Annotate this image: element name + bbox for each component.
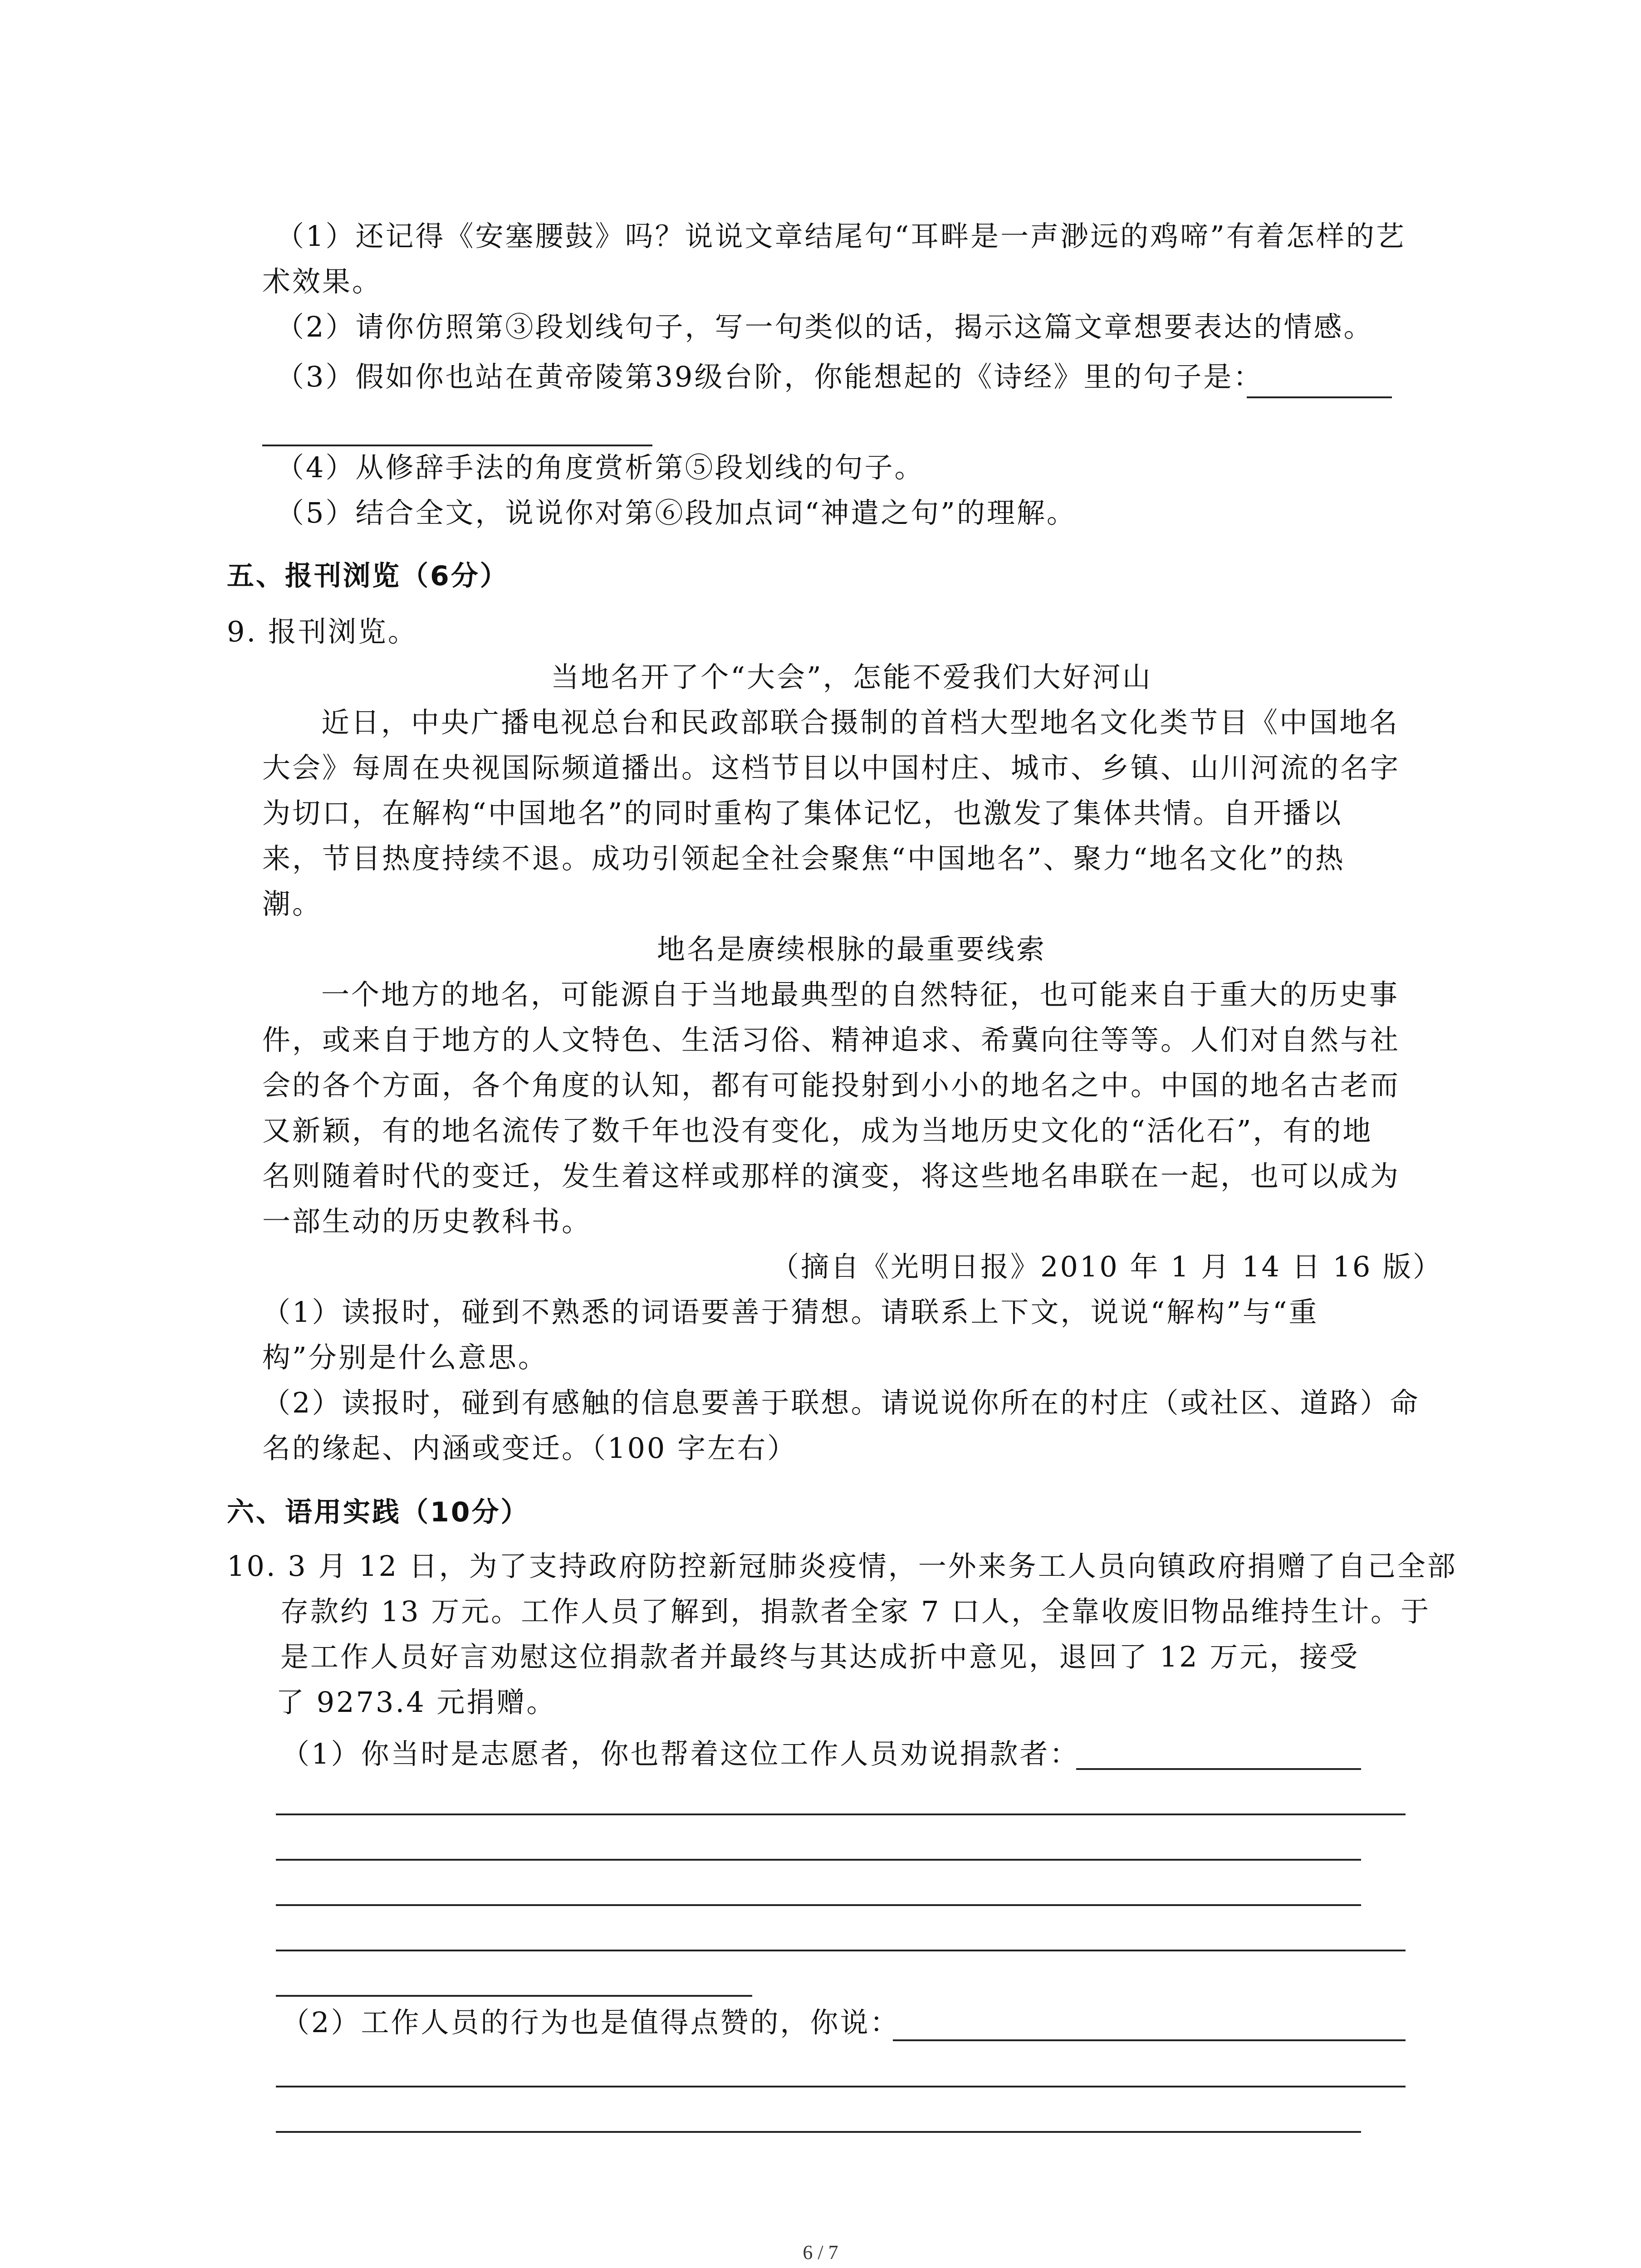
question-8-1-line2: 术效果。 — [262, 265, 382, 298]
answer-line-10-1c[interactable] — [276, 1859, 1361, 1861]
section-6-heading: 六、语用实践（10分） — [227, 1496, 530, 1528]
answer-line-8-3b[interactable] — [262, 445, 652, 446]
page-number: 6 / 7 — [803, 2241, 838, 2263]
answer-line-10-2a[interactable] — [893, 2039, 1406, 2041]
question-10-line: 10. 3 月 12 日，为了支持政府防控新冠肺炎疫情，一外来务工人员向镇政府捐赠了自己全部 — [227, 1549, 1457, 1583]
article-1-title: 当地名开了个“大会”，怎能不爱我们大好河山 — [551, 660, 1152, 694]
article-2-line: 会的各个方面，各个角度的认知，都有可能投射到小小的地名之中。中国的地名古老而 — [262, 1069, 1401, 1102]
question-8-1-line1: （1）还记得《安塞腰鼓》吗？说说文章结尾句“耳畔是一声渺远的鸡啼”有着怎样的艺 — [276, 220, 1406, 253]
answer-line-10-2c[interactable] — [276, 2131, 1361, 2133]
article-1-line: 近日，中央广播电视总台和民政部联合摄制的首档大型地名文化类节目《中国地名 — [321, 706, 1400, 739]
question-8-2: （2）请你仿照第③段划线句子，写一句类似的话，揭示这篇文章想要表达的情感。 — [276, 310, 1374, 343]
article-2-line: 名则随着时代的变迁，发生着这样或那样的演变，将这些地名串联在一起，也可以成为 — [262, 1159, 1401, 1193]
question-10-2: （2）工作人员的行为也是值得点赞的，你说： — [281, 2006, 900, 2039]
question-10-line: 了 9273.4 元捐赠。 — [276, 1686, 557, 1719]
article-1-line: 来，节目热度持续不退。成功引领起全社会聚焦“中国地名”、聚力“地名文化”的热 — [262, 842, 1345, 875]
article-2-line: 又新颖，有的地名流传了数千年也没有变化，成为当地历史文化的“活化石”，有的地 — [262, 1114, 1373, 1147]
question-9-1-line1: （1）读报时，碰到不熟悉的词语要善于猜想。请联系上下文，说说“解构”与“重 — [262, 1295, 1319, 1329]
answer-line-10-1e[interactable] — [276, 1950, 1406, 1951]
question-9-title: 9. 报刊浏览。 — [227, 615, 418, 648]
answer-line-10-1f[interactable] — [276, 1995, 752, 1997]
answer-line-10-1d[interactable] — [276, 1904, 1361, 1906]
answer-line-10-1a[interactable] — [1076, 1768, 1361, 1770]
question-8-3: （3）假如你也站在黄帝陵第39级台阶，你能想起的《诗经》里的句子是： — [276, 360, 1264, 393]
article-2-line: 一个地方的地名，可能源自于当地最典型的自然特征，也可能来自于重大的历史事 — [321, 978, 1400, 1011]
answer-line-10-1b[interactable] — [276, 1813, 1406, 1815]
question-10-line: 是工作人员好言劝慰这位捐款者并最终与其达成折中意见，退回了 12 万元，接受 — [280, 1640, 1360, 1673]
answer-line-8-3a[interactable] — [1247, 396, 1392, 398]
article-1-line: 大会》每周在央视国际频道播出。这档节目以中国村庄、城市、乡镇、山川河流的名字 — [262, 751, 1401, 784]
article-source: （摘自《光明日报》2010 年 1 月 14 日 16 版） — [771, 1250, 1443, 1283]
question-10-1: （1）你当时是志愿者，你也帮着这位工作人员劝说捐款者： — [281, 1737, 1080, 1770]
article-1-line: 潮。 — [262, 887, 323, 920]
article-2-line: 件，或来自于地方的人文特色、生活习俗、精神追求、希冀向往等等。人们对自然与社 — [262, 1023, 1401, 1056]
question-8-4: （4）从修辞手法的角度赏析第⑤段划线的句子。 — [276, 451, 925, 484]
question-9-2-line2: 名的缘起、内涵或变迁。（100 字左右） — [262, 1432, 798, 1465]
section-5-heading: 五、报刊浏览（6分） — [227, 560, 509, 592]
article-2-line: 一部生动的历史教科书。 — [262, 1205, 592, 1238]
question-10-line: 存款约 13 万元。工作人员了解到，捐款者全家 7 口人，全靠收废旧物品维持生计。于 — [280, 1595, 1431, 1628]
question-9-1-line2: 构”分别是什么意思。 — [262, 1341, 548, 1374]
question-8-5: （5）结合全文，说说你对第⑥段加点词“神遣之句”的理解。 — [276, 496, 1077, 529]
answer-line-10-2b[interactable] — [276, 2086, 1406, 2087]
article-1-line: 为切口，在解构“中国地名”的同时重构了集体记忆，也激发了集体共情。自开播以 — [262, 797, 1343, 830]
question-9-2-line1: （2）读报时，碰到有感触的信息要善于联想。请说说你所在的村庄（或社区、道路）命 — [262, 1386, 1420, 1419]
article-2-title: 地名是赓续根脉的最重要线索 — [656, 933, 1046, 966]
